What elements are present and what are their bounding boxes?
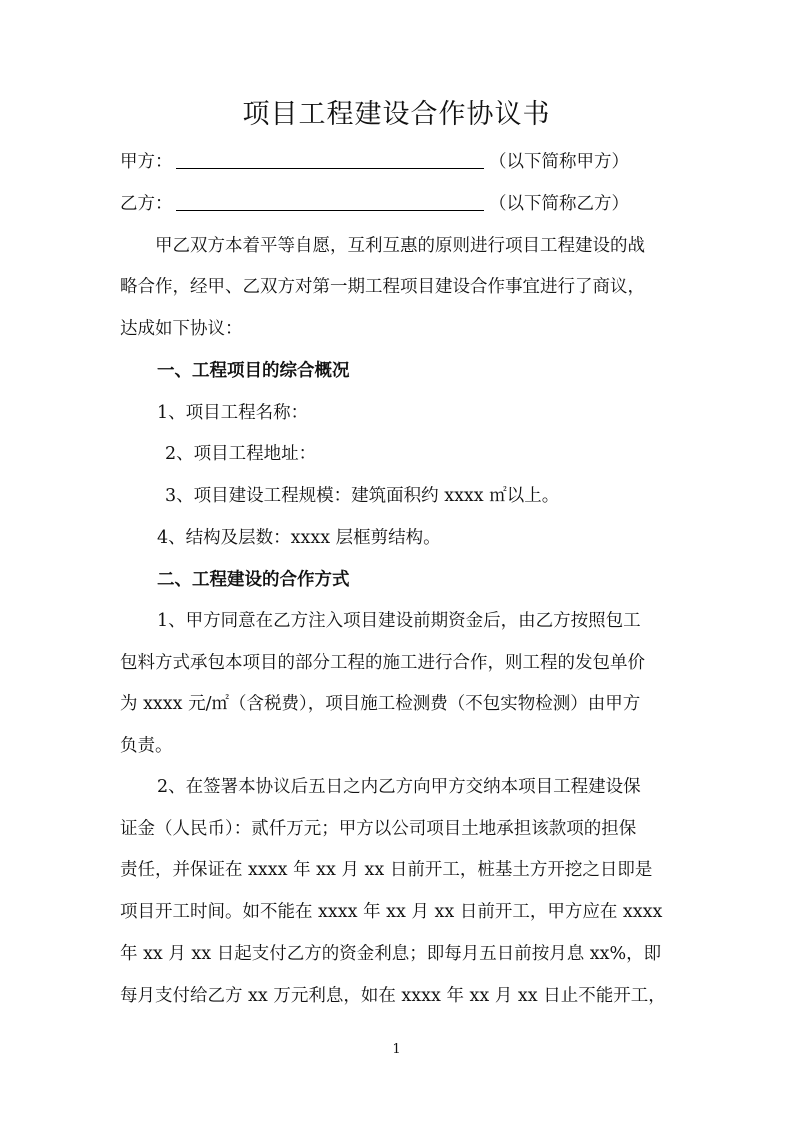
- party-b-note: （以下简称乙方）: [489, 194, 629, 214]
- party-a-label: 甲方：: [120, 152, 173, 172]
- intro-line: 达成如下协议：: [120, 319, 243, 339]
- section2-para1-line: 包料方式承包本项目的部分工程的施工进行合作，则工程的发包单价: [120, 653, 645, 673]
- section2-para2-line: 证金（人民币）：贰仟万元；甲方以公司项目土地承担该款项的担保: [120, 819, 637, 839]
- section1-item: 2、项目工程地址：: [165, 444, 317, 464]
- section2-para1-line: 负责。: [120, 736, 173, 756]
- document-title: 项目工程建设合作协议书: [242, 99, 551, 130]
- section1-heading: 一、工程项目的综合概况: [157, 361, 350, 381]
- section1-item: 1、项目工程名称：: [157, 403, 309, 423]
- section2-heading: 二、工程建设的合作方式: [157, 570, 350, 590]
- section2-para2-line: 年 xx 月 xx 日起支付乙方的资金利息；即每月五日前按月息 xx%，即: [120, 944, 662, 964]
- intro-line: 甲乙双方本着平等自愿，互利互惠的原则进行项目工程建设的战: [155, 236, 645, 256]
- section2-para2-line: 2、在签署本协议后五日之内乙方向甲方交纳本项目工程建设保: [157, 777, 641, 797]
- section2-para1-line: 为 xxxx 元/㎡（含税费），项目施工检测费（不包实物检测）由甲方: [120, 694, 641, 714]
- section2-para1-line: 1、甲方同意在乙方注入项目建设前期资金后，由乙方按照包工: [157, 611, 641, 631]
- party-b-blank-field[interactable]: [176, 192, 484, 211]
- section2-para2-line: 项目开工时间。如不能在 xxxx 年 xx 月 xx 日前开工，甲方应在 xxxx: [120, 902, 663, 922]
- party-b-label: 乙方：: [120, 194, 173, 214]
- section1-item: 3、项目建设工程规模：建筑面积约 xxxx ㎡以上。: [165, 486, 560, 506]
- party-a-note: （以下简称甲方）: [489, 152, 629, 172]
- intro-line: 略合作，经甲、乙双方对第一期工程项目建设合作事宜进行了商议，: [120, 277, 645, 297]
- party-a-blank-field[interactable]: [176, 150, 484, 169]
- section2-para2-line: 每月支付给乙方 xx 万元利息，如在 xxxx 年 xx 月 xx 日止不能开工，: [120, 986, 666, 1006]
- section1-item: 4、结构及层数：xxxx 层框剪结构。: [157, 528, 441, 548]
- page-number: 1: [392, 1042, 401, 1057]
- section2-para2-line: 责任，并保证在 xxxx 年 xx 月 xx 日前开工，桩基土方开挖之日即是: [120, 860, 653, 880]
